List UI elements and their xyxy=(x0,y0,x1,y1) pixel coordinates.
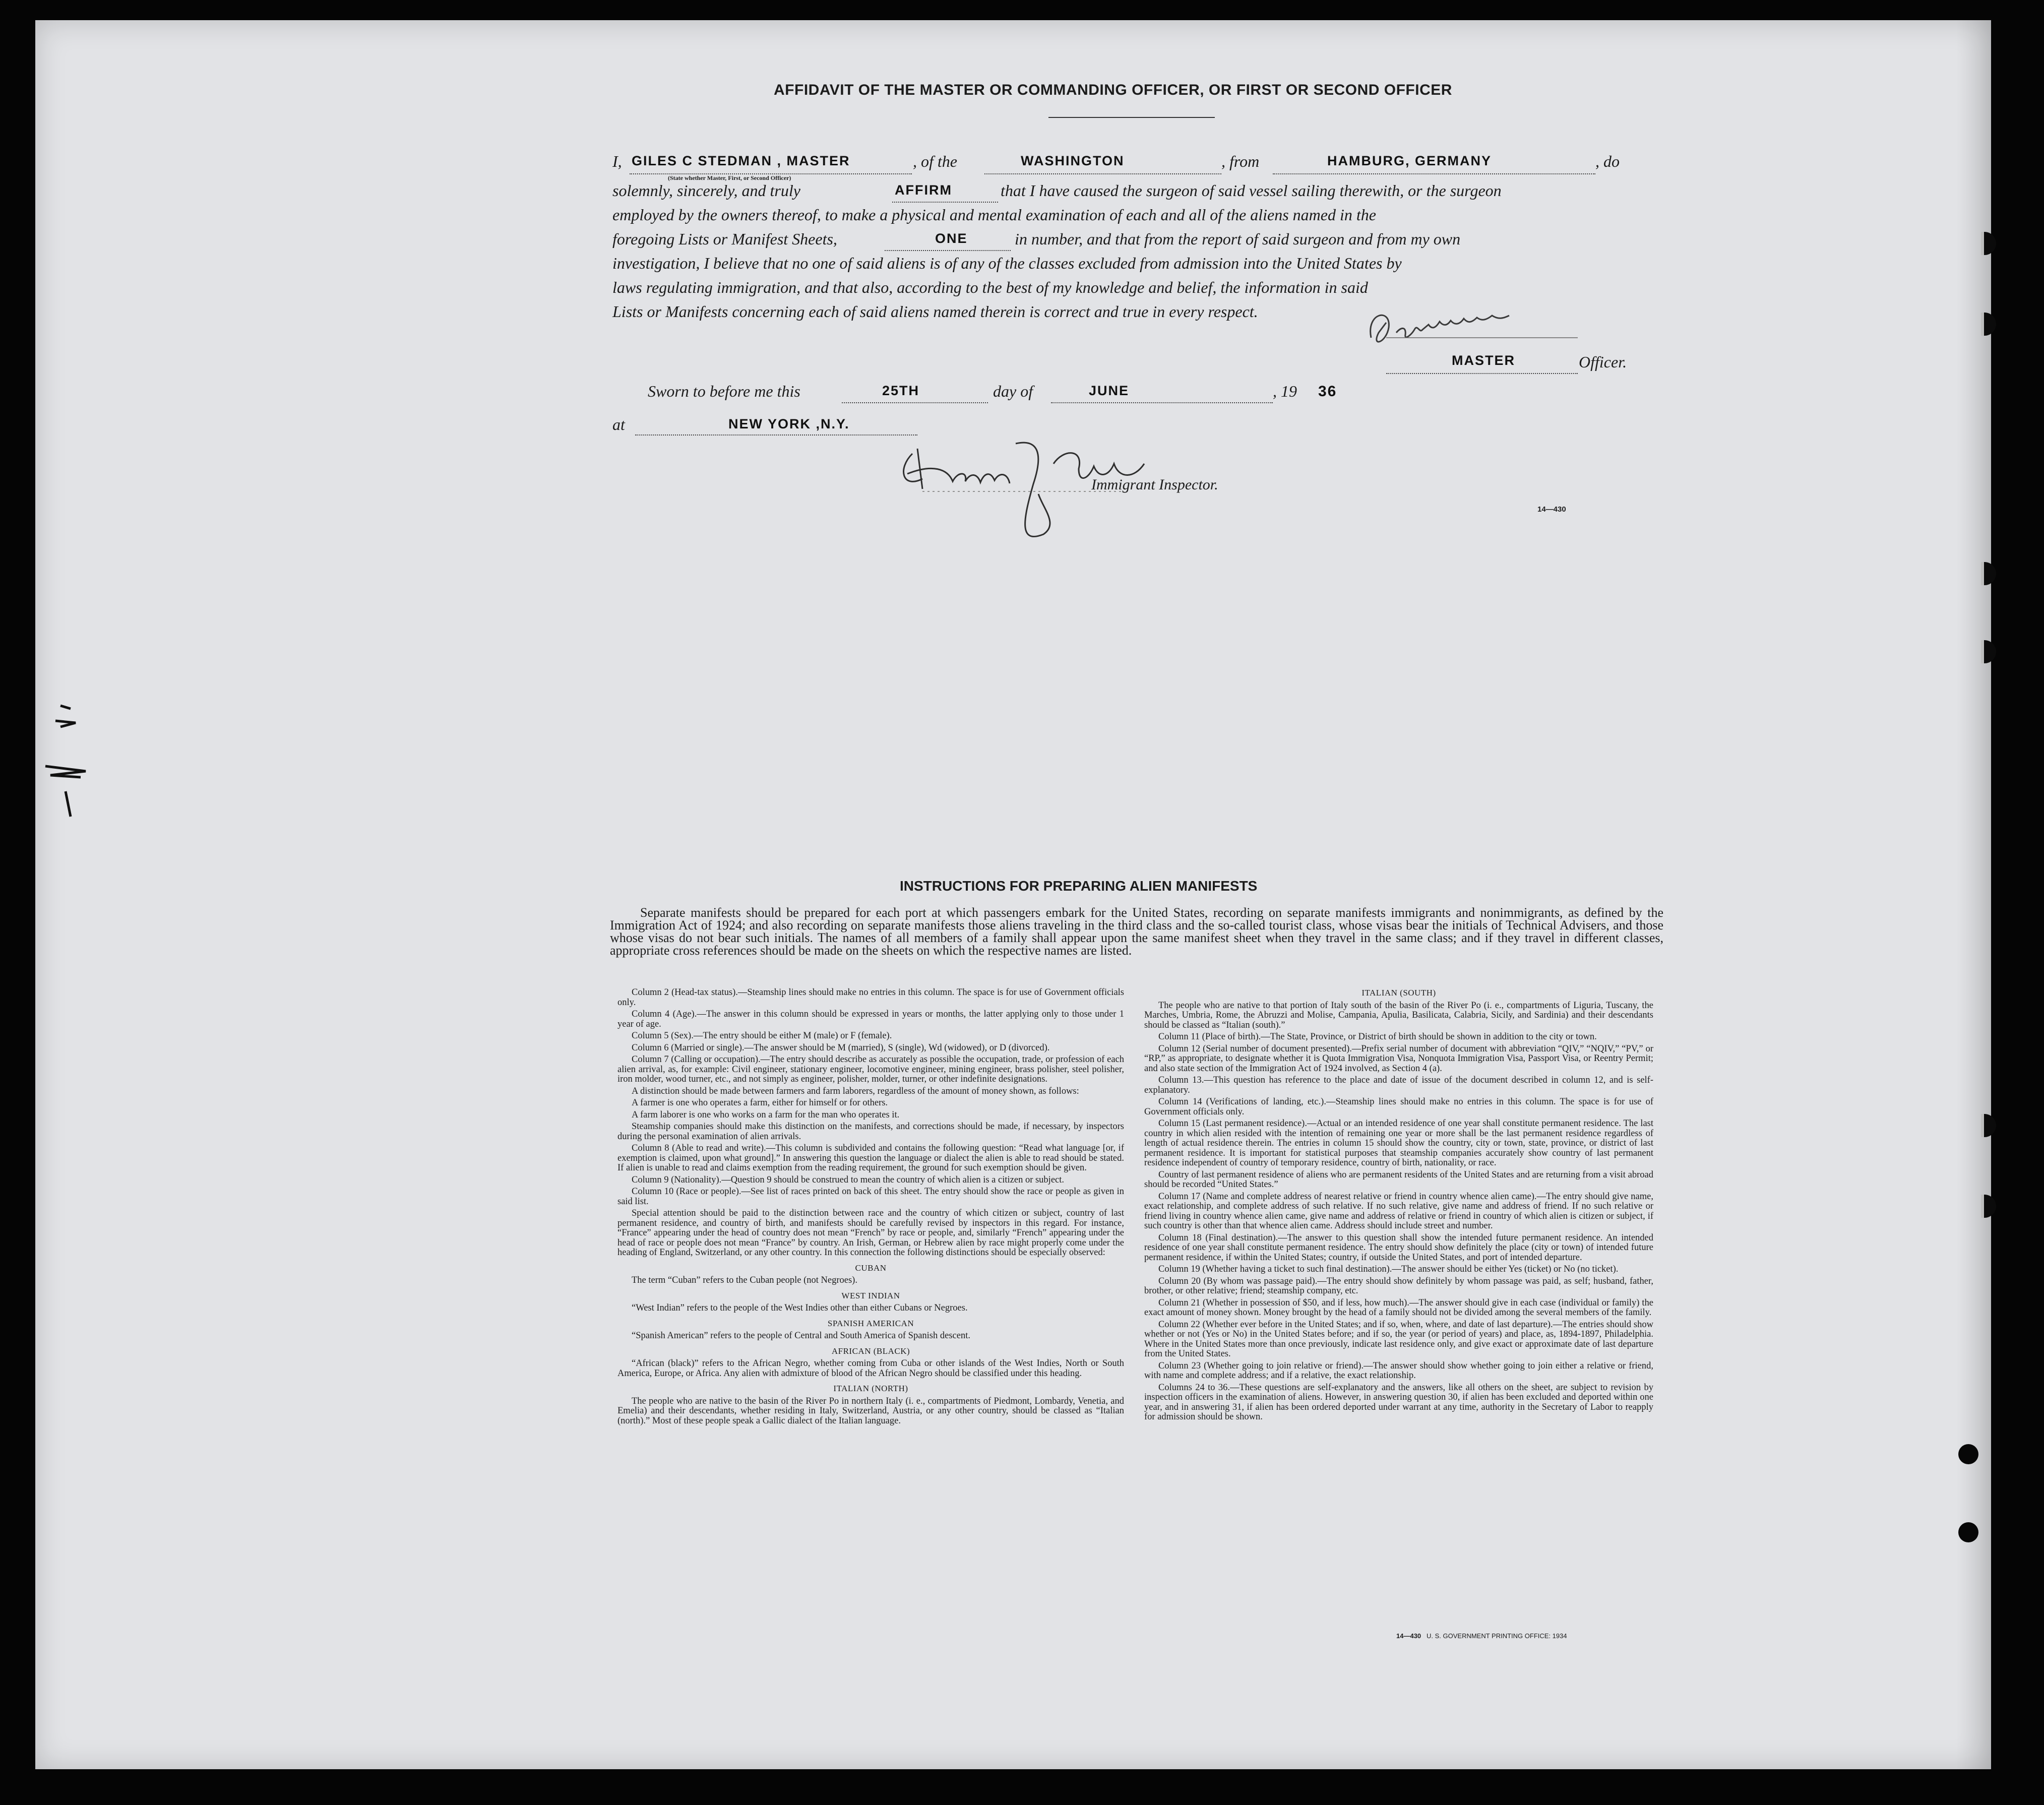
instructions-title: INSTRUCTIONS FOR PREPARING ALIEN MANIFESTS xyxy=(900,878,1258,894)
right-paragraph: Column 12 (Serial number of document presented).—Prefix serial number of document with abbreviation “QIV,” “NQIV,” “PV,” or “RP,” as appropriate, to designate whether it is Quota Immigration Visa, Nonquota Immigration Visa, Passport Visa, or Reentry Permit; and also state section of the Immigration Act of 1924 involved, as Section 4 (a). xyxy=(1144,1043,1653,1074)
punch-hole xyxy=(1981,313,1996,336)
place-line xyxy=(635,434,917,435)
affidavit-line-2-post: that I have caused the surgeon of said vessel sailing therewith, or the surgeon xyxy=(1001,181,1502,200)
day-field: 25TH xyxy=(882,383,920,398)
rank-field: MASTER xyxy=(1452,353,1515,368)
punch-dot xyxy=(1958,1522,1978,1542)
left-paragraph: Column 7 (Calling or occupation).—The entry should describe as accurately as possible the occupation, trade, or profession of each alien arrival, as, for example: Civil engineer, stationary engineer, locomotive engineer, mining engineer, brass polisher, steel polisher, iron molder, wood turner, etc., and not simply as engineer, polisher, molder, turner, or other indefinite designations. xyxy=(617,1054,1124,1084)
affidavit-line-7: Lists or Manifests concerning each of said aliens named therein is correct and true in every respect. xyxy=(612,302,1258,321)
left-paragraph: Column 4 (Age).—The answer in this column should be expressed in years or months, the latter applying only to those under 1 year of age. xyxy=(617,1009,1124,1029)
section-heading: ITALIAN (SOUTH) xyxy=(1361,988,1436,998)
left-paragraph: Column 10 (Race or people).—See list of races printed on back of this sheet. The entry should show the race or people as given in said list. xyxy=(617,1187,1124,1207)
section-text: The term “Cuban” refers to the Cuban people (not Negroes). xyxy=(632,1275,857,1285)
punch-hole xyxy=(1981,232,1996,255)
right-paragraph: Column 23 (Whether going to join relative or friend).—The answer should show whether going to join either a relative or friend, with name and complete address; and if a relative, the exact relationship. xyxy=(1144,1360,1653,1381)
left-paragraph: Steamship companies should make this distinction on the manifests, and corrections should be made, if necessary, by inspectors during the personal examination of alien arrivals. xyxy=(617,1122,1124,1142)
master-signature xyxy=(1356,302,1583,358)
right-paragraph: Column 21 (Whether in possession of $50, and if less, how much).—The answer should give in each case (individual or family) the exact amount of money shown. Money brought by the head of a family should not be divided among the several members of the family. xyxy=(1144,1297,1653,1318)
right-paragraph: Column 18 (Final destination).—The answer to this question shall show the intended future permanent residence. An intended residence of one year shall constitute permanent residence. The entry should show definitely the place (city or town) of intended future permanent residence, if within the United States; country, if outside the United States, and port of intended departure. xyxy=(1144,1232,1653,1263)
right-paragraph: The people who are native to that portion of Italy south of the basin of the River Po (i. e., compartments of Liguria, Tuscany, the Marches, Umbria, Rome, the Abruzzi and Molise, Campania, Apulia, Basilicata, Calabria, Sicily, and Sardinia) and their descendants should be classed as “Italian (south).” xyxy=(1144,1000,1653,1030)
affirm-field: AFFIRM xyxy=(895,182,952,198)
section-heading: CUBAN xyxy=(855,1263,887,1273)
section-text: “West Indian” refers to the people of the West Indies other than either Cubans or Negroes. xyxy=(632,1303,968,1313)
section-text: “African (black)” refers to the African Negro, whether coming from Cuba or other islands of the West Indies, North or South America, Europe, or Africa. Any alien with admixture of blood of the African Negro should be classified under this heading. xyxy=(617,1358,1124,1379)
footer-printer: U. S. GOVERNMENT PRINTING OFFICE: 1934 xyxy=(1427,1632,1567,1640)
right-paragraph: Column 11 (Place of birth).—The State, Province, or District of birth should be shown in addition to the city or town. xyxy=(1158,1032,1597,1042)
of-the-text: , of the xyxy=(913,152,957,170)
affidavit-line-1 xyxy=(612,152,622,171)
title-rule xyxy=(1048,117,1215,118)
right-paragraph: Country of last permanent residence of aliens who are permanent residents of the United States and are returning from a visit abroad should be recorded “United States.” xyxy=(1144,1169,1653,1190)
edge-marks xyxy=(35,701,96,827)
sworn-label: Sworn to before me this xyxy=(648,382,800,400)
do-text: , do xyxy=(1595,152,1620,170)
from-text: , from xyxy=(1221,152,1260,170)
left-paragraph: A distinction should be made between farmers and farm laborers, regardless of the amount of money shown, as follows: xyxy=(632,1086,1079,1096)
left-paragraph: Column 9 (Nationality).—Question 9 should be construed to mean the country of which alien is a citizen or subject. xyxy=(632,1174,1065,1185)
right-paragraph: Column 14 (Verifications of landing, etc.).—Steamship lines should make no entries in this column. The space is for use of Government officials only. xyxy=(1144,1097,1653,1117)
section-heading: ITALIAN (NORTH) xyxy=(833,1384,908,1393)
footer-form-number: 14—430 xyxy=(1396,1632,1421,1640)
affidavit-line-4-post: in number, and that from the report of said surgeon and from my own xyxy=(1015,230,1461,248)
right-paragraph: Column 13.—This question has reference to the place and date of issue of the document described in column 12, and is self-explanatory. xyxy=(1144,1075,1653,1095)
officer-name-field: GILES C STEDMAN , MASTER xyxy=(632,153,850,168)
punch-dot xyxy=(1958,1444,1978,1464)
section-heading: SPANISH AMERICAN xyxy=(827,1318,914,1328)
left-paragraph: A farmer is one who operates a farm, either for himself or for others. xyxy=(632,1098,888,1108)
left-paragraph: Column 2 (Head-tax status).—Steamship lines should make no entries in this column. The space is for use of Government officials only. xyxy=(617,987,1124,1008)
officer-name-hint: (State whether Master, First, or Second Officer) xyxy=(668,174,791,181)
punch-hole xyxy=(1981,640,1996,663)
rank-line xyxy=(1386,373,1578,374)
left-paragraph: Column 5 (Sex).—The entry should be either M (male) or F (female). xyxy=(632,1031,892,1041)
sheets-field: ONE xyxy=(935,231,968,246)
left-paragraph: Column 6 (Married or single).—The answer should be M (married), S (single), Wd (widowed), or D (divorced). xyxy=(632,1042,1050,1053)
vessel-line xyxy=(984,173,1221,174)
left-paragraph: Column 8 (Able to read and write).—This column is subdivided and contains the following question: “Read what language [or, if exemption is claimed, upon what ground].” In answering this question the language or dialect the alien is able to read should be stated. If alien is unable to read and claims exemption from the reading requirement, the ground for such exemption should be given. xyxy=(617,1143,1124,1173)
month-field: JUNE xyxy=(1089,383,1130,398)
from-field: HAMBURG, GERMANY xyxy=(1327,153,1492,168)
left-paragraph: A farm laborer is one who works on a farm for the man who operates it. xyxy=(632,1109,900,1120)
affidavit-line-2-pre: solemnly, sincerely, and truly xyxy=(612,181,800,200)
affidavit-title: AFFIDAVIT OF THE MASTER OR COMMANDING OFFICER, OR FIRST OR SECOND OFFICER xyxy=(774,82,1452,98)
day-line xyxy=(842,402,988,403)
right-paragraph: Column 17 (Name and complete address of nearest relative or friend in country whence alien came).—The entry should give name, exact relationship, and complete address of such relative. If no such relative, give name and address of friend. If no such relative or friend living in country whence alien came, give name and address of relative or friend in country of which alien is citizen or subject, if such country is other than that whence alien came. Address should include street and number. xyxy=(1144,1191,1653,1231)
officer-label: Officer. xyxy=(1579,353,1627,371)
affidavit-line-4-pre: foregoing Lists or Manifest Sheets, xyxy=(612,230,837,248)
section-heading: WEST INDIAN xyxy=(841,1290,900,1300)
manifest-sheet xyxy=(35,20,1991,1769)
sheets-line xyxy=(885,250,1011,251)
left-paragraph: Special attention should be paid to the distinction between race and the country of which citizen or subject, country of last permanent residence, and country of birth, and manifests should be carefully revised by inspectors in this regard. For instance, “France” appearing under the head of country does not mean “French” by race or people, and, similarly “French” appearing under the head of race or people does not mean “France” by country. An Irish, German, or Hebrew alien by race might properly come under the heading of England, Switzerland, or any other country. In this connection the following distinctions should be especially observed: xyxy=(617,1208,1124,1258)
day-of-label: day of xyxy=(993,382,1033,400)
right-paragraph: Column 15 (Last permanent residence).—Actual or an intended residence of one year shall constitute permanent residence. The last country in which alien resided with the intention of remaining one year or more shall be the last permanent residence regardless of length of actual residence therein. The entries in column 15 should show the country, city or town, state, province, or district of last permanent residence. It is important for statistical purposes that steamship companies accurately show country of last permanent residence independent of country of temporary residence, country of birth, nationality, or race. xyxy=(1144,1118,1653,1168)
month-line xyxy=(1051,402,1273,403)
inspector-signature xyxy=(892,433,1174,554)
vessel-field: WASHINGTON xyxy=(1021,153,1125,168)
punch-hole xyxy=(1981,1195,1996,1218)
section-text: “Spanish American” refers to the people of Central and South America of Spanish descent. xyxy=(632,1331,970,1341)
right-paragraph: Column 19 (Whether having a ticket to such final destination).—The answer should be either Yes (ticket) or No (no ticket). xyxy=(1158,1264,1619,1274)
from-line xyxy=(1273,173,1595,174)
at-label: at xyxy=(612,415,625,433)
affidavit-line-6: laws regulating immigration, and that also, according to the best of my knowledge and belief, the information in said xyxy=(612,278,1368,296)
punch-hole xyxy=(1981,562,1996,585)
right-paragraph: Columns 24 to 36.—These questions are self-explanatory and the answers, like all others on the sheet, are subject to revision by inspection officers in the examination of aliens. However, in answering question 30, if alien has been excluded and deported within one year, and in answering 31, if alien has been ordered deported under warrant at any time, authority in the Secretary of Labor to reapply for admission should be shown. xyxy=(1144,1382,1653,1422)
instructions-intro: Separate manifests should be prepared for each port at which passengers embark for the United States, recording on separate manifests immigrants and nonimmigrants, as defined by the Immigration Act of 1924; and also recording on separate manifests those aliens traveling in the third class and the so-called tourist class, whose visas bear the initials of Technical Advisers, and those whose visas do not bear such initials. The names of all members of a family shall appear upon the same manifest sheet when they travel in the same class; and if they travel in different classes, appropriate cross references should be made on the sheets on which the respective names are listed. xyxy=(610,905,1663,958)
section-heading: AFRICAN (BLACK) xyxy=(831,1346,910,1356)
affidavit-line-3: employed by the owners thereof, to make a physical and mental examination of each and all of the aliens named in the xyxy=(612,206,1376,224)
section-text: The people who are native to the basin of the River Po in northern Italy (i. e., compartments of Piedmont, Lombardy, Venetia, and Emelia) and their descendants, whether residing in Italy, Switzerland, Austria, or any other country, should be classed as “Italian (north).” Most of these people speak a Gallic dialect of the Italian language. xyxy=(617,1396,1124,1426)
instructions-right-column xyxy=(1144,988,1653,1424)
punch-hole xyxy=(1981,1114,1996,1137)
place-field: NEW YORK ,N.Y. xyxy=(728,416,850,431)
instructions-left-column xyxy=(617,988,1124,1428)
affirm-line xyxy=(892,202,998,203)
right-paragraph: Column 20 (By whom was passage paid).—The entry should show definitely by whom passage was paid, as self; husband, father, brother, or other relative; friend; steamship company, etc. xyxy=(1144,1276,1653,1296)
year-field: 36 xyxy=(1318,383,1337,400)
pre-name-text: I, xyxy=(612,152,622,170)
form-number: 14—430 xyxy=(1537,505,1566,514)
inspector-label: Immigrant Inspector. xyxy=(1091,476,1218,493)
right-paragraph: Column 22 (Whether ever before in the United States; and if so, when, where, and date of last departure).—The entries should show whether or not (Yes or No) in the United States before; and if so, the year (or period of years) and place, as, 1894-1897, Philadelphia. Where in the United States more than once previously, indicate last residence only, and give exact or approximate date of last departure from the United States. xyxy=(1144,1319,1653,1359)
year-prefix: , 19 xyxy=(1273,382,1297,400)
affidavit-line-5: investigation, I believe that no one of said aliens is of any of the classes excluded from admission into the United States by xyxy=(612,254,1402,272)
